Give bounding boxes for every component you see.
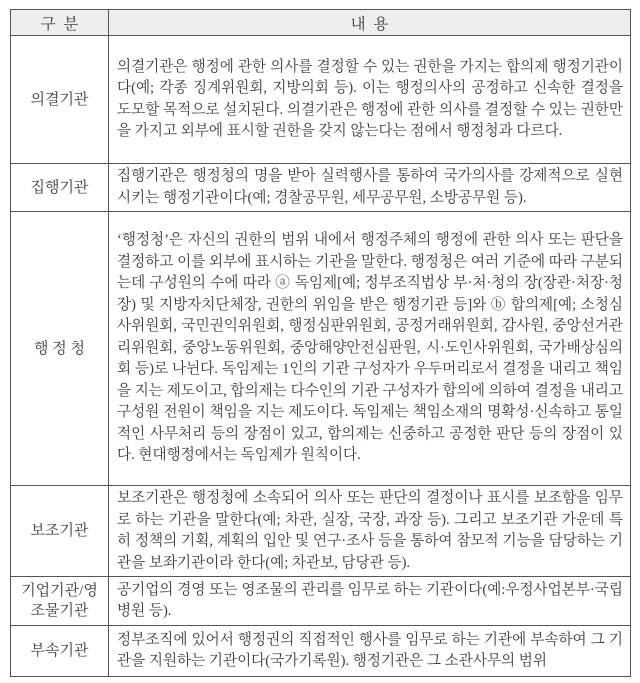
document-table-container bbox=[10, 9, 631, 677]
header-content: 내 용 bbox=[109, 10, 631, 36]
row-label: 의결기관 bbox=[11, 36, 109, 164]
header-category: 구 분 bbox=[11, 10, 109, 36]
table-row-haengjeongcheong bbox=[11, 212, 631, 486]
row-label: 행 정 청 bbox=[11, 212, 109, 486]
admin-organ-category-table bbox=[10, 9, 631, 677]
row-content: 의결기관은 행정에 관한 의사를 결정할 수 있는 권한을 가지는 합의제 행정기관이다(예; 각종 징계위원회, 지방의회 등). 이는 행정의사의 공정하고 신속한 결정을 도모할 목적으로 설치된다. 의결기관은 행정에 관한 의사를 결정할 수 있는 권한만을 가지고 외부에 표시할 권한을 갖지 않는다는 점에서 행정청과 다르다. bbox=[109, 36, 631, 164]
table-row-uigyeol-gigwan bbox=[11, 36, 631, 164]
header-row bbox=[11, 10, 631, 36]
table-row-jiphaeng-gigwan bbox=[11, 164, 631, 212]
row-content: 정부조직에 있어서 행정권의 직접적인 행사를 임무로 하는 기관에 부속하여 그 기관을 지원하는 기관이다(국가기록원). 행정기관은 그 소관사무의 범위 bbox=[109, 626, 631, 677]
table-row-gieop-gigwan bbox=[11, 577, 631, 626]
row-content: 보조기관은 행정청에 소속되어 의사 또는 판단의 결정이나 표시를 보조함을 임무로 하는 기관을 말한다(예; 차관, 실장, 국장, 과장 등). 그리고 보조기관 가운데 특히 정책의 기획, 계획의 입안 및 연구·조사 등을 통하여 참모적 기능을 담당하는 기관을 보좌기관이라 한다(예; 차관보, 담당관 등). bbox=[109, 486, 631, 577]
row-label: 기업기관/영조물기관 bbox=[11, 577, 109, 626]
row-label: 집행기관 bbox=[11, 164, 109, 212]
row-label: 부속기관 bbox=[11, 626, 109, 677]
row-label: 보조기관 bbox=[11, 486, 109, 577]
table-row-bojo-gigwan bbox=[11, 486, 631, 577]
row-content: 공기업의 경영 또는 영조물의 관리를 임무로 하는 기관이다(예:우정사업본부·국립병원 등). bbox=[109, 577, 631, 626]
row-content: 집행기관은 행정청의 명을 받아 실력행사를 통하여 국가의사를 강제적으로 실현시키는 행정기관이다(예; 경찰공무원, 세무공무원, 소방공무원 등). bbox=[109, 164, 631, 212]
row-content: ‘행정청’은 자신의 권한의 범위 내에서 행정주체의 행정에 관한 의사 또는 판단을 결정하고 이를 외부에 표시하는 기관을 말한다. 행정청은 여러 기준에 따라 구분되는데 구성원의 수에 따라 ⓐ 독임제[예; 정부조직법상 부·처·청의 장(장관·처장·청장) 및 지방자치단체장, 권한의 위임을 받은 행정기관 등]와 ⓑ 합의제[예; 소청심사위원회, 국민권익위원회, 행정심판위원회, 공정거래위원회, 감사원, 중앙선거관리위원회, 중앙노동위원회, 중앙해양안전심판원, 시·도인사위원회, 국가배상심의회 등)로 나뉜다. 독임제는 1인의 기관 구성자가 우두머리로서 결정을 내리고 책임을 지는 제도이고, 합의제는 다수인의 기관 구성자가 합의에 의하여 결정을 내리고 구성원 전원이 책임을 지는 제도이다. 독임제는 책임소재의 명확성·신속하고 통일적인 사무처리 등의 장점이 있고, 합의제는 신중하고 공정한 판단 등의 장점이 있다. 현대행정에서는 독임제가 원칙이다. bbox=[109, 212, 631, 486]
table-row-busok-gigwan bbox=[11, 626, 631, 677]
